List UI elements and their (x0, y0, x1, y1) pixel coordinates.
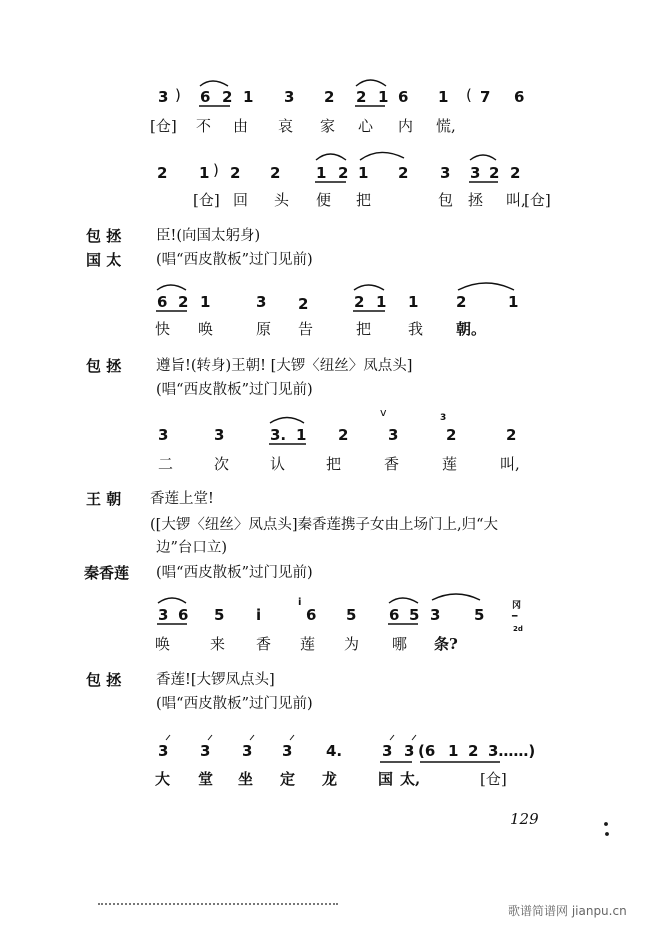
lyric: 把 (356, 191, 372, 209)
note: 3 (158, 606, 169, 624)
lyric: 认 (270, 455, 286, 473)
note: i (256, 606, 262, 624)
note: 6 (178, 606, 189, 624)
tick (166, 735, 170, 740)
lyric: [仓] (480, 770, 507, 788)
note: 1 (243, 88, 254, 106)
breath-mark: v (380, 406, 387, 419)
stage-direction: (唱“西皮散板”过门见前) (156, 565, 313, 581)
note: 1 (508, 293, 519, 311)
lyric: 条? (434, 635, 458, 653)
note: 3 (388, 426, 399, 444)
slur (316, 154, 346, 160)
lyric: 堂 (198, 770, 214, 788)
note: 3 (158, 426, 169, 444)
note: 5 (346, 606, 357, 624)
lyric: 由 (233, 117, 249, 135)
note: 3 (404, 742, 415, 760)
lyric: [仓] (524, 191, 551, 209)
note: 1 (438, 88, 449, 106)
note: 3 (440, 164, 451, 182)
paren: ( (466, 86, 472, 104)
note: 1 (316, 164, 327, 182)
slur (356, 80, 386, 86)
lyric: 家 (320, 117, 336, 135)
stage-direction: 遵旨!(转身)王朝! [大锣〈纽丝〉凤点头] (156, 358, 413, 374)
lyric: 不 (196, 117, 212, 135)
speaker-name: 包 拯 (86, 227, 122, 245)
note: 2 (356, 88, 367, 106)
speck (605, 823, 607, 825)
note: 2 (398, 164, 409, 182)
note: 2 (506, 426, 517, 444)
note: 1 (200, 293, 211, 311)
speck (606, 833, 608, 835)
note: 3 (382, 742, 393, 760)
lyric: 唤 (155, 635, 171, 653)
note: 2 (298, 295, 309, 313)
tick (250, 735, 254, 740)
stage-direction: 香莲![大锣凤点头] (156, 672, 275, 688)
note: 4. (326, 742, 343, 760)
note: 3. (270, 426, 287, 444)
note: 6 (200, 88, 211, 106)
tick (412, 735, 416, 740)
lyric: 拯 (468, 191, 484, 209)
note: 6 (157, 293, 168, 311)
grace-note: 3 (440, 413, 447, 423)
lyric: 我 (408, 320, 424, 338)
note: 7 (480, 88, 491, 106)
note: (6 (418, 742, 436, 760)
note: 6 (514, 88, 525, 106)
lyric: 国 (378, 770, 394, 788)
side-mark: 2d (513, 625, 523, 633)
speaker-name: 包 拯 (86, 671, 122, 689)
stage-direction: 臣!(向国太躬身) (156, 228, 261, 244)
watermark: 歌谱简谱网 jianpu.cn (508, 904, 627, 918)
lyric: 哀 (278, 117, 294, 135)
lyric: 心 (358, 117, 374, 135)
note: 3 (158, 742, 169, 760)
lyric: 原 (256, 320, 272, 338)
slur (360, 152, 404, 160)
lyric: 快 (155, 320, 171, 338)
slur (458, 283, 514, 290)
lyric: 香 (384, 455, 400, 473)
lyric: 内 (398, 117, 414, 135)
stage-direction: 香莲上堂! (150, 491, 214, 507)
note: 3 (158, 88, 169, 106)
note: 2 (489, 164, 500, 182)
note: 2 (157, 164, 168, 182)
note: 3 (214, 426, 225, 444)
lyric: 回 (233, 191, 249, 209)
note: 5 (214, 606, 225, 624)
note: 3 (430, 606, 441, 624)
tick (390, 735, 394, 740)
speaker-name: 秦香莲 (84, 564, 130, 582)
note: 2 (230, 164, 241, 182)
stage-direction: (唱“西皮散板”过门见前) (156, 382, 313, 398)
lyric: 哪 (392, 635, 408, 653)
lyric: 太, (400, 770, 421, 788)
lyric: 香 (256, 635, 272, 653)
note: 6 (398, 88, 409, 106)
lyric: 慌, (436, 117, 456, 135)
lyric: 龙 (322, 770, 338, 788)
note: 1 (296, 426, 307, 444)
note: 3 (256, 293, 267, 311)
note: 2 (510, 164, 521, 182)
lyric: 坐 (238, 770, 254, 788)
paren: ) (175, 86, 181, 104)
note: 2 (456, 293, 467, 311)
note: 1 (358, 164, 369, 182)
stage-direction: (唱“西皮散板”过门见前) (156, 696, 313, 712)
lyric: 便 (316, 191, 332, 209)
note: 2 (338, 164, 349, 182)
slur (432, 594, 480, 600)
stage-direction: ([大锣〈纽丝〉凤点头]秦香莲携子女由上场门上,归“大 (150, 517, 498, 533)
lyric: 大 (155, 770, 171, 788)
side-mark: 冈 (512, 601, 522, 611)
lyric: 莲 (442, 455, 458, 473)
note: 5 (409, 606, 420, 624)
slur (157, 285, 186, 290)
speaker-name: 王 朝 (86, 490, 122, 508)
note: 1 (199, 164, 210, 182)
note: 2 (354, 293, 365, 311)
lyric: 来 (210, 635, 226, 653)
tick (208, 735, 212, 740)
lyric: 朝。 (456, 320, 487, 338)
paren: ) (213, 161, 219, 179)
lyric: 告 (298, 320, 314, 338)
stage-direction: (唱“西皮散板”过门见前) (156, 252, 313, 268)
note: 2 (338, 426, 349, 444)
note: 2 (178, 293, 189, 311)
note: 2 (222, 88, 233, 106)
note: 3 (284, 88, 295, 106)
slur (200, 81, 228, 86)
print-artifact-line (98, 903, 338, 907)
note: 2 (446, 426, 457, 444)
slur (470, 155, 496, 160)
note: 1 (376, 293, 387, 311)
lyric: 叫, (506, 191, 526, 209)
note: 6 (389, 606, 400, 624)
lyric: 头 (274, 191, 290, 209)
lyric: 叫, (500, 455, 520, 473)
lyric: 把 (356, 320, 372, 338)
lyric: 把 (326, 455, 342, 473)
note: 5 (474, 606, 485, 624)
slur (270, 418, 304, 424)
lyric: [仓] (150, 117, 177, 135)
note: 1 (448, 742, 459, 760)
stage-direction: 边”台口立) (156, 540, 228, 556)
speaker-name: 包 拯 (86, 357, 122, 375)
side-mark: ━ (512, 612, 518, 622)
note: 3 (242, 742, 253, 760)
lyric: 包 (438, 191, 454, 209)
note: 2 (468, 742, 479, 760)
note: 3 (282, 742, 293, 760)
page-number: 129 (510, 810, 539, 828)
slur (158, 598, 186, 603)
note: 2 (270, 164, 281, 182)
lyric: 二 (158, 455, 174, 473)
lyric: 定 (280, 770, 296, 788)
lyric: 为 (344, 635, 360, 653)
note: 3 (200, 742, 211, 760)
grace-note: i (298, 597, 302, 608)
note: 6 (306, 606, 317, 624)
lyric: 唤 (198, 320, 214, 338)
slur (354, 285, 384, 290)
note: 1 (378, 88, 389, 106)
slur (389, 598, 418, 603)
note: 3……) (488, 742, 536, 760)
speaker-name: 国 太 (86, 251, 122, 269)
note: 2 (324, 88, 335, 106)
lyric: 莲 (300, 635, 316, 653)
note: 1 (408, 293, 419, 311)
note: 3 (470, 164, 481, 182)
lyric: [仓] (193, 191, 220, 209)
lyric: 次 (214, 455, 230, 473)
tick (290, 735, 294, 740)
